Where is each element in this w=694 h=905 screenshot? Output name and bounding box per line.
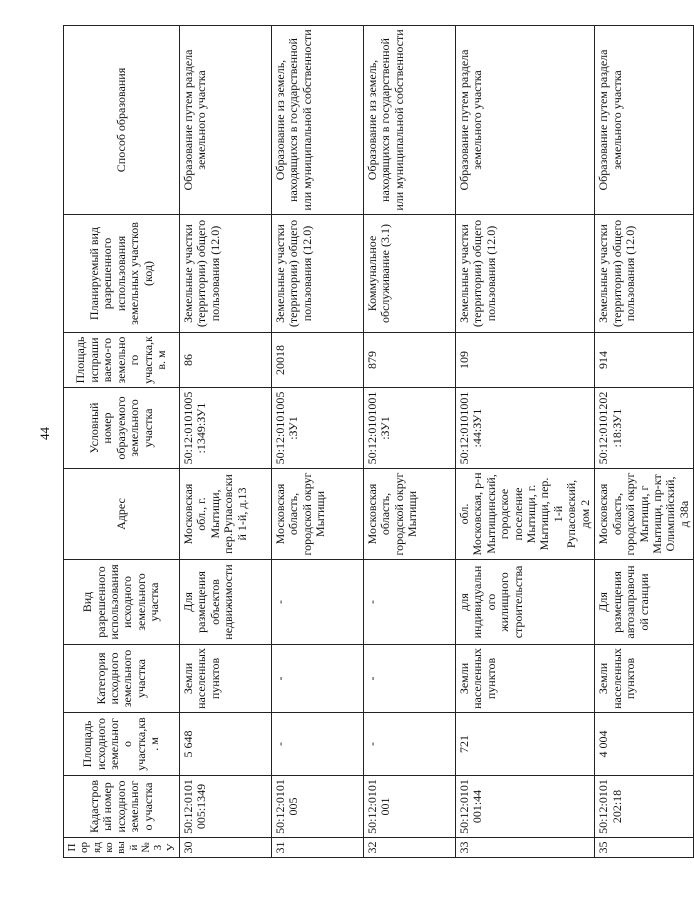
header-cell: Кадастровый номер исходного земельного участка xyxy=(64,776,180,838)
table-cell: для индивидуального жилищного строительства xyxy=(455,560,594,645)
table-cell: Земельные участки (территории) общего пользования (12.0) xyxy=(595,215,694,333)
table-cell: Московская область, городской округ Мытищи xyxy=(271,469,363,560)
table-cell: Земли населенных пунктов xyxy=(179,645,271,713)
table-cell: 50:12:0101001 xyxy=(363,776,455,838)
header-cell: Площадь испрашиваемо-го земельного участка,кв. м xyxy=(64,333,180,388)
table-cell: 721 xyxy=(455,713,594,776)
table-row xyxy=(363,26,455,858)
table-cell: обл. Московская, р-н Мытищинский, городское поселение Мытищи, г. Мытищи, пер. 1-й Рупасовский, дом 2 xyxy=(455,469,594,560)
table-cell: 50:12:0101001:ЗУ1 xyxy=(363,388,455,469)
table-cell: Образование путем раздела земельного участка xyxy=(179,26,271,215)
header-cell: Вид разрешенного использования исходного земельного участка xyxy=(64,560,180,645)
header-cell: Адрес xyxy=(64,469,180,560)
header-cell: Планируемый вид разрешенного использования земельных участков (код) xyxy=(64,215,180,333)
table-row xyxy=(271,26,363,858)
table-cell: 50:12:0101005:1349 xyxy=(179,776,271,838)
header-cell: Площадь исходного земельного участка,кв. м xyxy=(64,713,180,776)
page-number: 44 xyxy=(37,427,52,440)
table-cell: 20018 xyxy=(271,333,363,388)
table-cell: 50:12:0101005 xyxy=(271,776,363,838)
table-cell: Образование из земель, находящихся в государственной или муниципальной собственности xyxy=(271,26,363,215)
table-cell: - xyxy=(363,713,455,776)
table-cell: 914 xyxy=(595,333,694,388)
table-cell: 50:12:0101202:18:ЗУ1 xyxy=(595,388,694,469)
table-cell: - xyxy=(271,645,363,713)
table-cell: 31 xyxy=(271,838,363,858)
table-row xyxy=(595,26,694,858)
table-cell: 5 648 xyxy=(179,713,271,776)
table-cell: - xyxy=(271,713,363,776)
header-cell: Способ образования xyxy=(64,26,180,215)
table-cell: 109 xyxy=(455,333,594,388)
table-cell: - xyxy=(363,560,455,645)
table-cell: Образование путем раздела земельного участка xyxy=(455,26,594,215)
land-plots-table xyxy=(63,25,694,858)
table-cell: 32 xyxy=(363,838,455,858)
table-cell: Земли населенных пунктов xyxy=(595,645,694,713)
rotated-table-wrapper xyxy=(63,26,691,858)
header-cell: Категория исходного земельного участка xyxy=(64,645,180,713)
table-cell: Московская область, городской округ Мытищи, г Мытищи, пр-кт Олимпийский, д 38а xyxy=(595,469,694,560)
table-cell: Для размещения объектов недвижимости xyxy=(179,560,271,645)
table-cell: Земельные участки (территории) общего пользования (12.0) xyxy=(179,215,271,333)
table-cell: 50:12:0101005:1349:ЗУ1 xyxy=(179,388,271,469)
table-cell: Земельные участки (территории) общего пользования (12.0) xyxy=(455,215,594,333)
table-cell: 879 xyxy=(363,333,455,388)
table-cell: 4 004 xyxy=(595,713,694,776)
header-cell: Условный номер образуемого земельного участка xyxy=(64,388,180,469)
table-row xyxy=(455,26,594,858)
table-cell: 50:12:0101005:ЗУ1 xyxy=(271,388,363,469)
table-cell: Земли населенных пунктов xyxy=(455,645,594,713)
table-cell: Образование из земель, находящихся в государственной или муниципальной собственности xyxy=(363,26,455,215)
table-cell: 50:12:0101001:44:ЗУ1 xyxy=(455,388,594,469)
table-header-row xyxy=(64,26,180,858)
table-cell: Московская область, городской округ Мытищи xyxy=(363,469,455,560)
table-row xyxy=(179,26,271,858)
table-cell: Для размещения автозаправочной станции xyxy=(595,560,694,645)
table-cell: Земельные участки (территории) общего пользования (12.0) xyxy=(271,215,363,333)
table-cell: Коммунальное обслуживание (3.1) xyxy=(363,215,455,333)
table-cell: 50:12:0101001:44 xyxy=(455,776,594,838)
table-cell: 30 xyxy=(179,838,271,858)
table-cell: Образование путем раздела земельного участка xyxy=(595,26,694,215)
table-cell: - xyxy=(271,560,363,645)
table-cell: 35 xyxy=(595,838,694,858)
header-cell: Порядковый № ЗУ xyxy=(64,838,180,858)
table-cell: Московская обл., г. Мытищи, пер.Рупасовский 1-й, д.13 xyxy=(179,469,271,560)
table-cell: - xyxy=(363,645,455,713)
table-cell: 50:12:0101202:18 xyxy=(595,776,694,838)
table-cell: 33 xyxy=(455,838,594,858)
table-cell: 86 xyxy=(179,333,271,388)
